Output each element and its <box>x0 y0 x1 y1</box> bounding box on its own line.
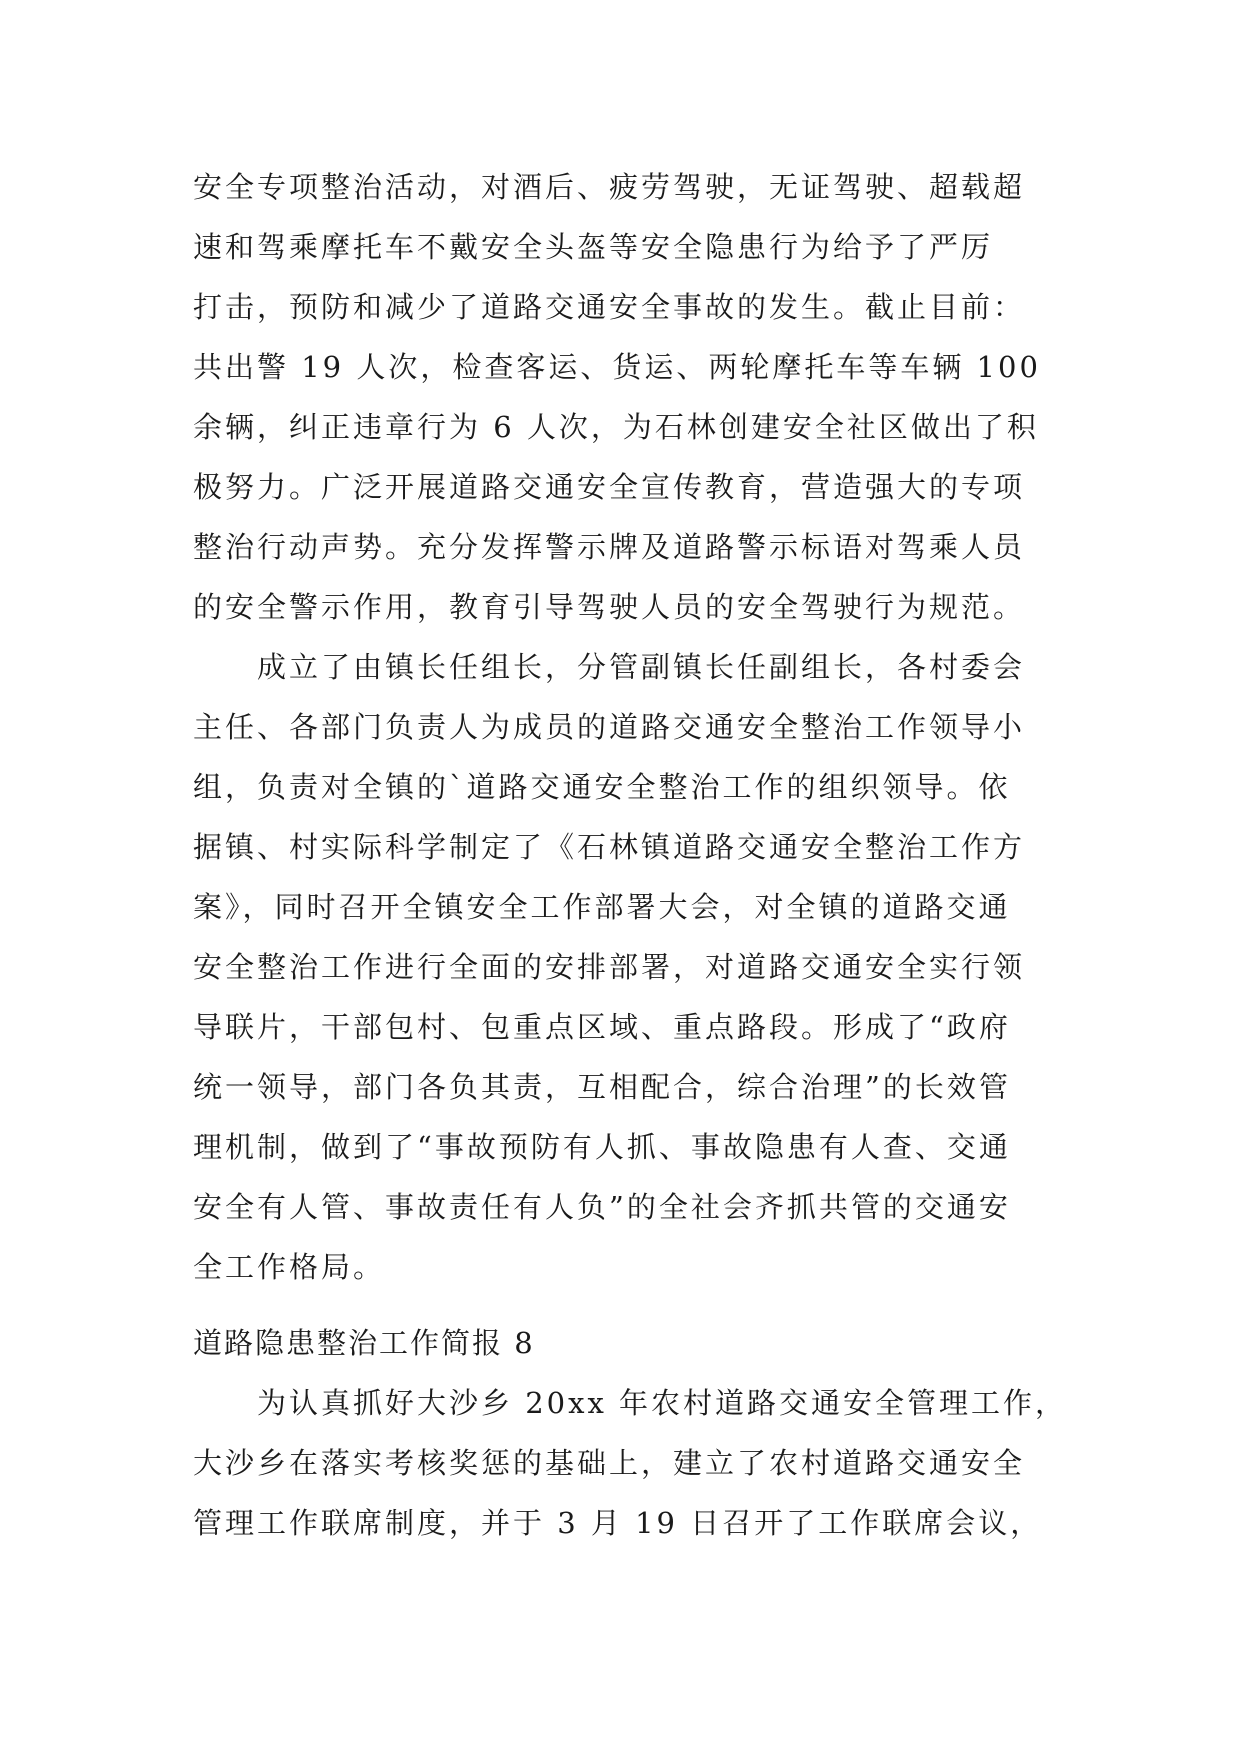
text-line: 极努力。广泛开展道路交通安全宣传教育，营造强大的专项 <box>193 470 1026 504</box>
text-line: 速和驾乘摩托车不戴安全头盔等安全隐患行为给予了严厉 <box>193 230 994 264</box>
text-line: 案》，同时召开全镇安全工作部署大会，对全镇的道路交通 <box>193 890 1011 924</box>
text-line: 主任、各部门负责人为成员的道路交通安全整治工作领导小 <box>193 710 1026 744</box>
text-line: 组，负责对全镇的`道路交通安全整治工作的组织领导。依 <box>193 770 1011 804</box>
text-line: 大沙乡在落实考核奖惩的基础上，建立了农村道路交通安全 <box>193 1446 1026 1480</box>
text-line: 据镇、村实际科学制定了《石林镇道路交通安全整治工作方 <box>193 830 1026 864</box>
text-line: 余辆，纠正违章行为 6 人次，为石林创建安全社区做出了积 <box>193 410 1039 444</box>
text-line: 安全专项整治活动，对酒后、疲劳驾驶，无证驾驶、超载超 <box>193 170 1026 204</box>
text-line: 为认真抓好大沙乡 20xx 年农村道路交通安全管理工作， <box>257 1386 1068 1420</box>
paragraph-1 <box>193 157 1073 1297</box>
text-line: 的安全警示作用，教育引导驾驶人员的安全驾驶行为规范。 <box>193 590 1026 624</box>
text-line: 打击，预防和减少了道路交通安全事故的发生。截止目前： <box>193 290 1026 324</box>
text-line: 管理工作联席制度，并于 3 月 19 日召开了工作联席会议， <box>193 1506 1043 1540</box>
text-line: 成立了由镇长任组长，分管副镇长任副组长，各村委会 <box>257 650 1026 684</box>
text-line: 整治行动声势。充分发挥警示牌及道路警示标语对驾乘人员 <box>193 530 1026 564</box>
section-heading: 道路隐患整治工作简报 8 <box>193 1326 535 1360</box>
text-line: 安全有人管、事故责任有人负”的全社会齐抓共管的交通安 <box>193 1190 1011 1224</box>
text-line: 理机制，做到了“事故预防有人抓、事故隐患有人查、交通 <box>193 1130 1011 1164</box>
paragraph-3 <box>193 1373 1073 1553</box>
text-line: 共出警 19 人次，检查客运、货运、两轮摩托车等车辆 100 <box>193 350 1041 384</box>
text-line: 全工作格局。 <box>193 1250 386 1284</box>
text-line: 导联片，干部包村、包重点区域、重点路段。形成了“政府 <box>193 1010 1011 1044</box>
text-line: 安全整治工作进行全面的安排部署，对道路交通安全实行领 <box>193 950 1026 984</box>
text-line: 统一领导，部门各负其责，互相配合，综合治理”的长效管 <box>193 1070 1011 1104</box>
